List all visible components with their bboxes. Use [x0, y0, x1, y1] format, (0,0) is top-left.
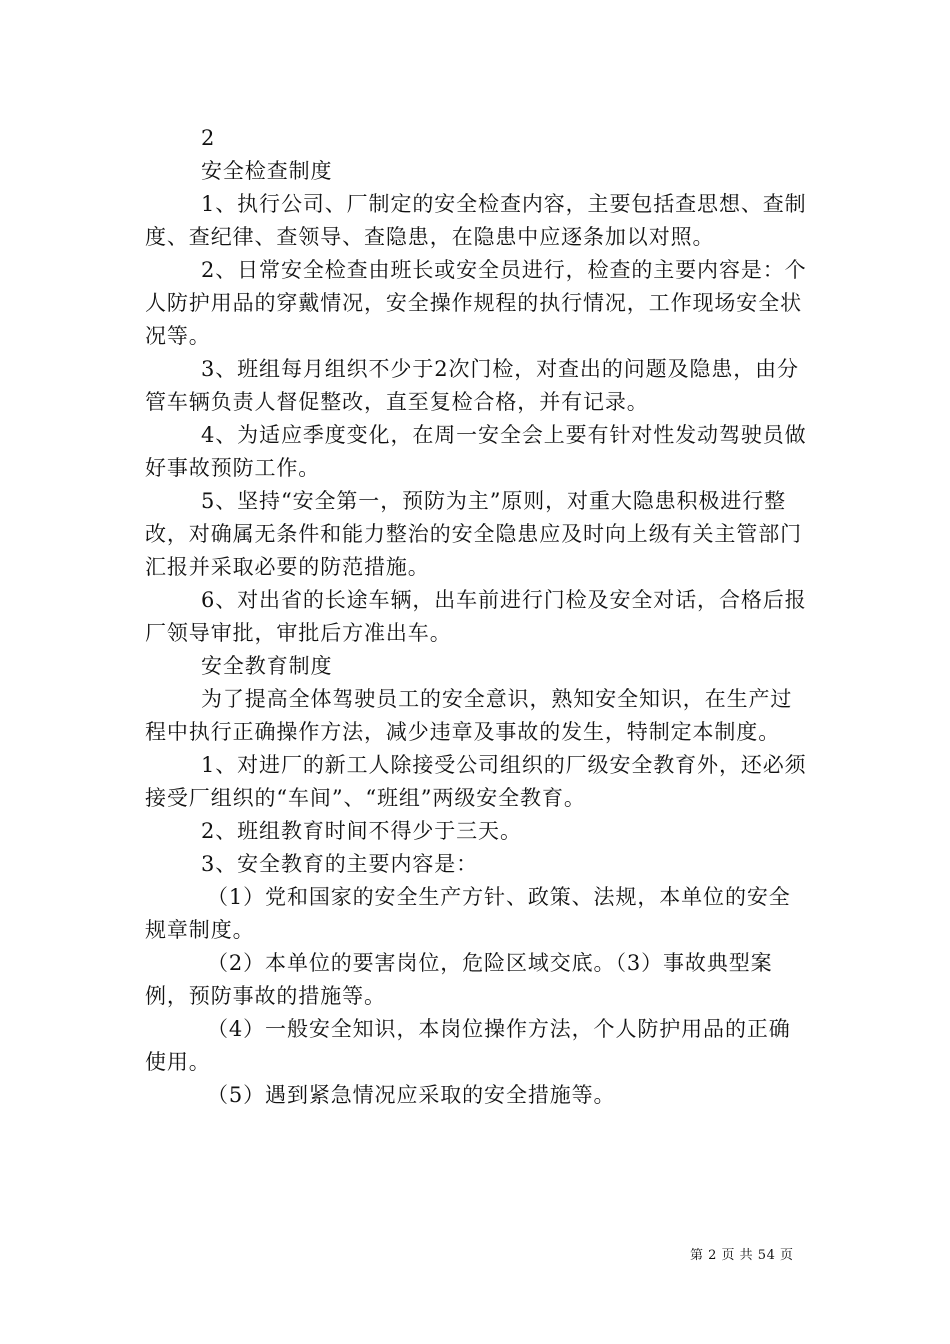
paragraph: 2、班组教育时间不得少于三天。	[201, 819, 522, 843]
section-heading-inspection: 安全检查制度	[201, 159, 333, 183]
document-body	[145, 122, 810, 1112]
list-item: （2）本单位的要害岗位，危险区域交底。（3）事故典型案例，预防事故的措施等。	[145, 951, 773, 1008]
page-footer: 第 2 页 共 54 页	[690, 1248, 794, 1263]
list-item: （5）遇到紧急情况应采取的安全措施等。	[207, 1083, 616, 1107]
paragraph: 3、班组每月组织不少于2次门检，对查出的问题及隐患，由分管车辆负责人督促整改，直至复检合格，并有记录。	[145, 357, 799, 414]
page-number-top: 2	[201, 126, 216, 150]
paragraph: 1、执行公司、厂制定的安全检查内容，主要包括查思想、查制度、查纪律、查领导、查隐患，在隐患中应逐条加以对照。	[145, 192, 807, 249]
list-item: （4）一般安全知识，本岗位操作方法，个人防护用品的正确使用。	[145, 1017, 791, 1074]
paragraph: 为了提高全体驾驶员工的安全意识，熟知安全知识，在生产过程中执行正确操作方法，减少违章及事故的发生，特制定本制度。	[145, 687, 793, 744]
paragraph: 3、安全教育的主要内容是：	[201, 852, 479, 876]
list-item: （1）党和国家的安全生产方针、政策、法规，本单位的安全规章制度。	[145, 885, 791, 942]
paragraph: 1、对进厂的新工人除接受公司组织的厂级安全教育外，还必须接受厂组织的“车间”、“班组”两级安全教育。	[145, 753, 807, 810]
paragraph: 4、为适应季度变化，在周一安全会上要有针对性发动驾驶员做好事故预防工作。	[145, 423, 807, 480]
section-heading-education: 安全教育制度	[201, 654, 333, 678]
paragraph: 6、对出省的长途车辆，出车前进行门检及安全对话，合格后报厂领导审批，审批后方准出车。	[145, 588, 807, 645]
paragraph: 2、日常安全检查由班长或安全员进行，检查的主要内容是：个人防护用品的穿戴情况，安全操作规程的执行情况，工作现场安全状况等。	[145, 258, 807, 348]
paragraph: 5、坚持“安全第一，预防为主”原则，对重大隐患积极进行整改，对确属无条件和能力整治的安全隐患应及时向上级有关主管部门汇报并采取必要的防范措施。	[145, 489, 802, 579]
